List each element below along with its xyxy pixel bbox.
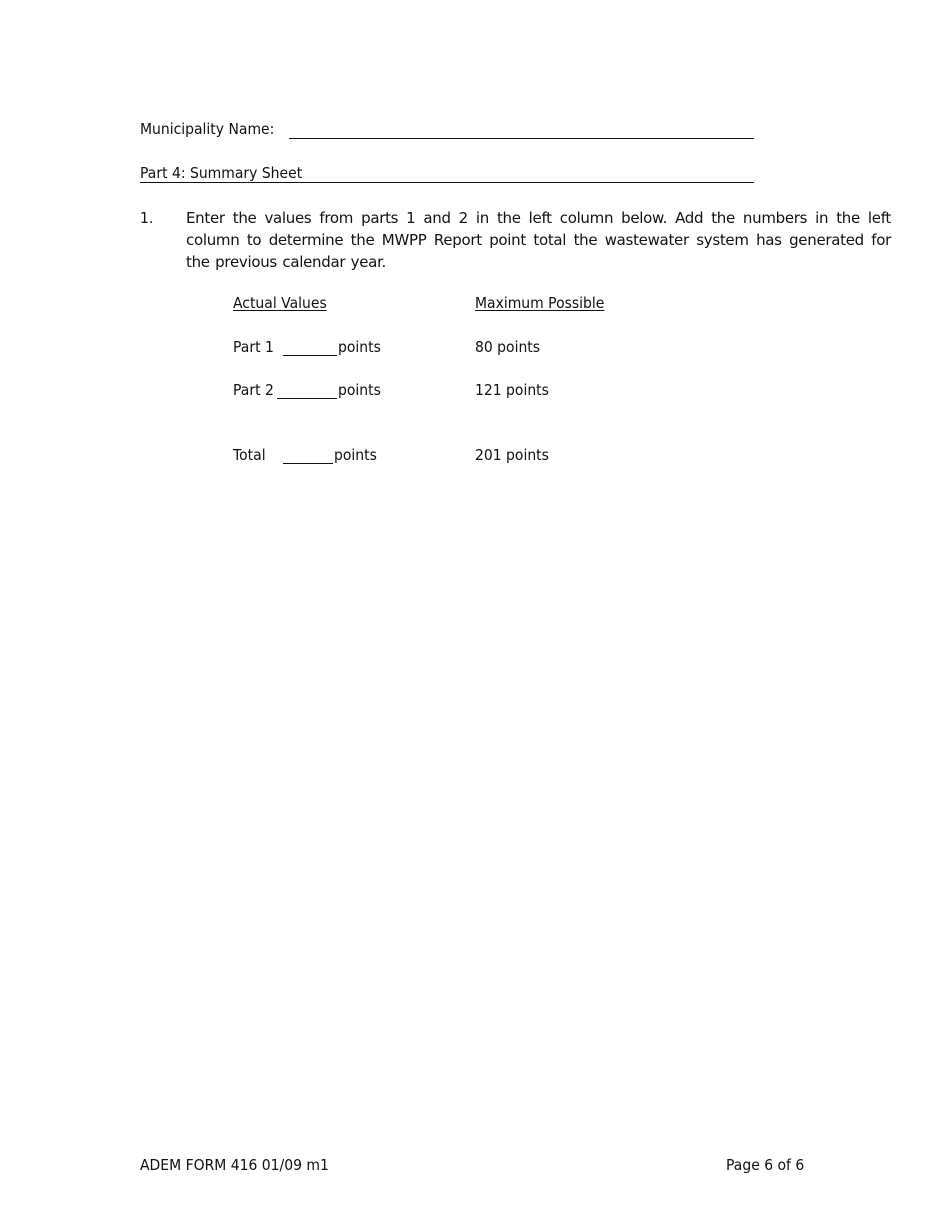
row-unit-part-1: points bbox=[338, 338, 381, 356]
row-label-total: Total bbox=[233, 446, 266, 464]
row-max-part-1: 80 points bbox=[475, 338, 541, 356]
part-1-value-field[interactable] bbox=[283, 355, 337, 356]
instruction-number: 1. bbox=[140, 209, 154, 227]
part-2-value-field[interactable] bbox=[277, 398, 337, 399]
total-value-field[interactable] bbox=[283, 463, 333, 464]
footer-page-number: Page 6 of 6 bbox=[726, 1156, 805, 1174]
section-title-rule bbox=[140, 182, 754, 183]
instruction-text: Enter the values from parts 1 and 2 in the left column below. Add the numbers in the left column to determine the MWPP Report point total the wastewater system has generated for the previous calendar year. bbox=[186, 209, 891, 271]
municipality-name-label: Municipality Name: bbox=[140, 120, 275, 138]
column-header-actual-values: Actual Values bbox=[233, 294, 327, 312]
footer-form-id: ADEM FORM 416 01/09 m1 bbox=[140, 1156, 329, 1174]
row-max-part-2: 121 points bbox=[475, 381, 549, 399]
row-max-total: 201 points bbox=[475, 446, 549, 464]
section-title: Part 4: Summary Sheet bbox=[140, 164, 303, 182]
row-label-part-2: Part 2 bbox=[233, 381, 274, 399]
row-unit-part-2: points bbox=[338, 381, 381, 399]
municipality-name-field[interactable] bbox=[289, 138, 754, 139]
column-header-maximum-possible: Maximum Possible bbox=[475, 294, 605, 312]
row-unit-total: points bbox=[334, 446, 377, 464]
row-label-part-1: Part 1 bbox=[233, 338, 274, 356]
